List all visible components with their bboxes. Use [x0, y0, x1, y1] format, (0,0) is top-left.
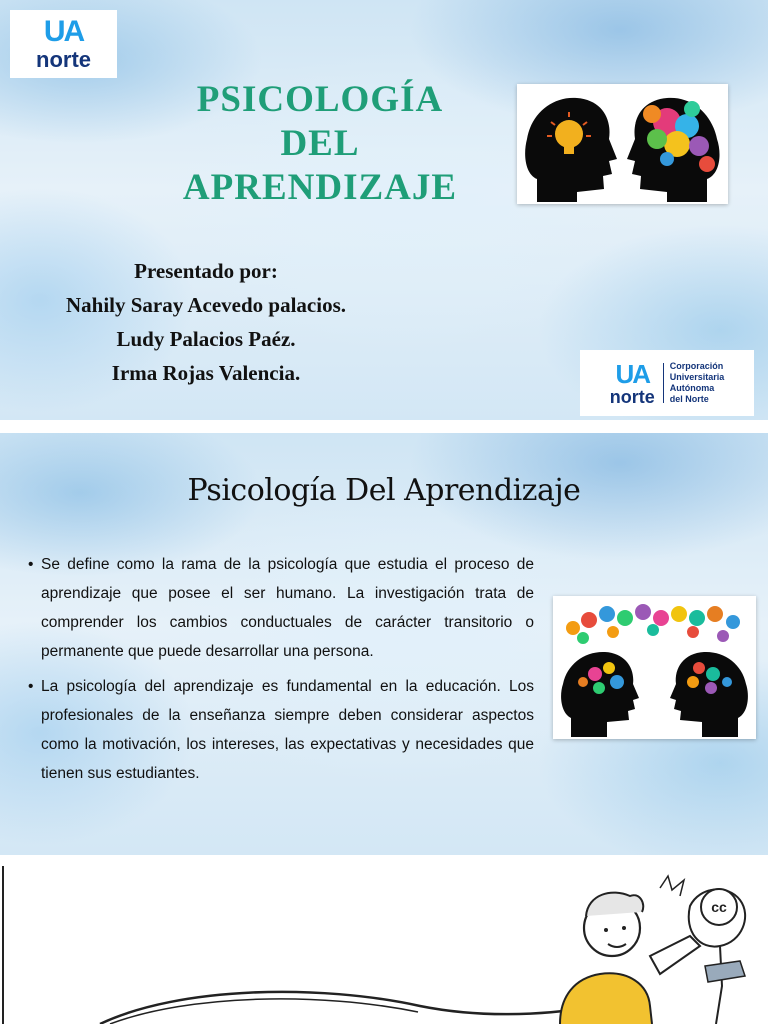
logo-ua-text: UA	[43, 15, 84, 48]
title-line: PSICOLOGÍA	[196, 79, 444, 120]
heads-illustration	[517, 84, 728, 204]
slide-title	[0, 0, 768, 420]
presenters-block	[20, 254, 392, 390]
cartoon-illustration	[0, 866, 768, 1024]
title-line: APRENDIZAJE	[182, 167, 458, 208]
ua-norte-logo	[10, 10, 117, 78]
inst-logo-text	[670, 361, 725, 405]
bullet-dot-icon: •	[28, 678, 34, 695]
bullet-text: Se define como la rama de la psicología que estudia el proceso de aprendizaje que posee el ser humano. La investigación trata de comprender los cambios conductuales de carácter transitorio o permanente que puede desarrollar una persona.	[41, 556, 534, 660]
title-line: DEL	[280, 123, 360, 164]
bullet-item	[28, 672, 534, 788]
presenters-label: Presentado por:	[134, 259, 278, 283]
heads-image	[517, 84, 728, 204]
inst-logo-divider	[663, 363, 664, 403]
inst-line: Universitaria	[669, 372, 725, 382]
inst-logo-norte-text: norte	[609, 386, 655, 407]
inst-logo-ua-text: UA	[615, 358, 650, 389]
bullet-list	[28, 550, 534, 794]
slide-illustration	[0, 866, 768, 1024]
learning-heads-image	[553, 596, 756, 739]
slide-title-heading	[150, 78, 490, 210]
logo-norte-text: norte	[36, 47, 91, 72]
presenter-name: Nahily Saray Acevedo palacios.	[65, 293, 346, 317]
presenter-name: Ludy Palacios Paéz.	[116, 327, 296, 351]
slide-definition	[0, 433, 768, 855]
bullet-dot-icon: •	[28, 556, 34, 573]
presenter-name: Irma Rojas Valencia.	[111, 361, 301, 385]
institution-logo	[580, 350, 754, 416]
bullet-item	[28, 550, 534, 666]
slide2-title: Psicología Del Aprendizaje	[187, 473, 581, 508]
cc-badge	[700, 888, 738, 926]
cc-badge-text: cc	[711, 899, 727, 915]
inst-line: del Norte	[669, 394, 709, 404]
bullet-text: La psicología del aprendizaje es fundamental en la educación. Los profesionales de la enseñanza siempre deben considerar aspectos como la motivación, los intereses, las expectativas y necesidades que tienen sus estudiantes.	[41, 678, 534, 782]
learning-heads-illustration	[553, 596, 756, 739]
inst-line: Corporación	[669, 361, 724, 371]
inst-line: Autónoma	[669, 383, 715, 393]
